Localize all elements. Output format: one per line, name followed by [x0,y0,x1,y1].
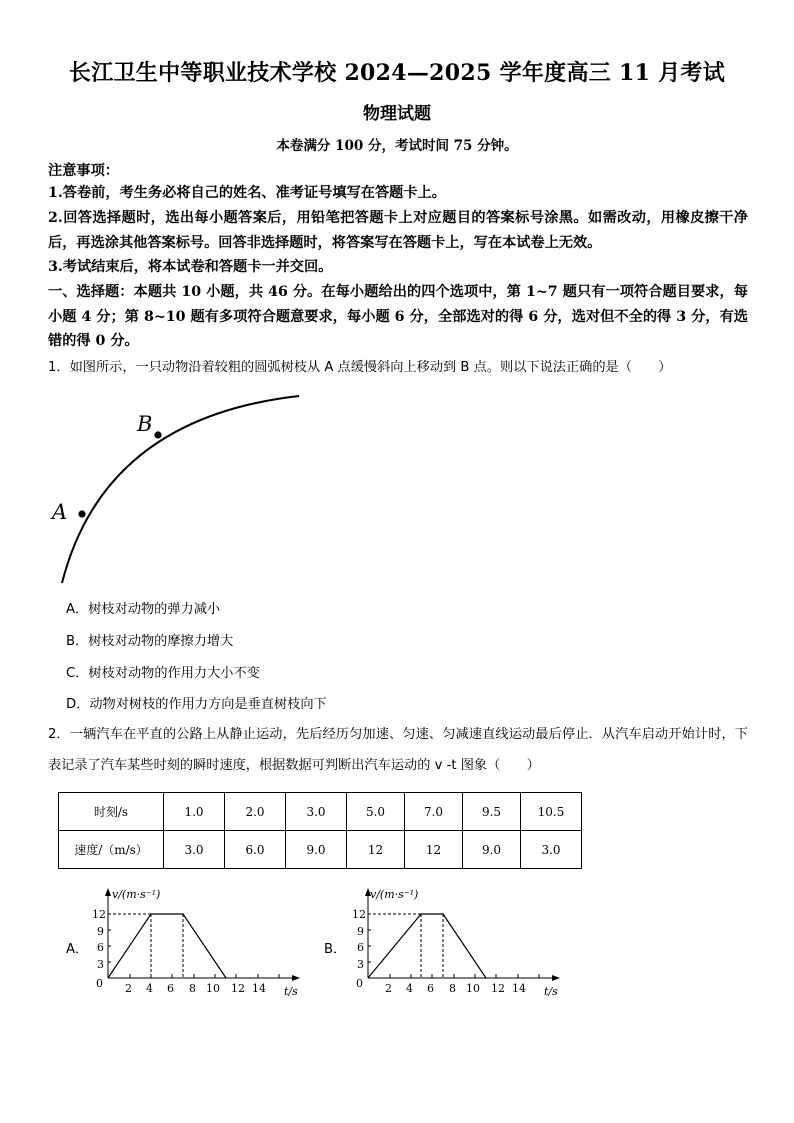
point-b-dot [154,431,161,438]
table-cell: 2.0 [225,793,286,831]
x-tick-label: 4 [146,982,153,995]
score-line: 本卷满分 100 分，考试时间 75 分钟。 [276,138,518,154]
x-tick-label: 12 [231,982,245,995]
table-row [59,831,582,869]
speed-table [58,792,582,869]
x-tick-label: 12 [491,982,505,995]
table-cell: 7.0 [405,793,463,831]
table-cell: 12 [405,831,463,869]
notice-item-1: 1.答卷前，考生务必将自己的姓名、准考证号填写在答题卡上。 [48,185,446,201]
table-cell: 3.0 [164,831,225,869]
point-a-dot [78,510,85,517]
x-tick-label: 6 [427,982,434,995]
x-axis-arrow [552,975,560,981]
question-2-stem: 2．一辆汽车在平直的公路上从静止运动，先后经历匀加速、匀速、匀减速直线运动最后停止．从汽车启动开始计时，下表记录了汽车某些时刻的瞬时速度，根据数据可判断出汽车运动的 v -t 图象（ ） [48,727,748,773]
y-axis-label: v/(m·s⁻¹) [370,888,419,901]
y-axis-label: v/(m·s⁻¹) [112,888,161,901]
notice-item-2: 2.回答选择题时，选出每小题答案后，用铅笔把答题卡上对应题目的答案标号涂黑。如需改动，用橡皮擦干净后，再选涂其他答案标号。回答非选择题时，将答案写在答题卡上，写在本试卷上无效。 [48,210,748,251]
graph-a [88,884,308,1000]
q1-option-b: B．树枝对动物的摩擦力增大 [66,634,234,649]
y-tick-label: 9 [357,925,364,938]
x-tick-label: 8 [449,982,456,995]
table-header-time: 时刻/s [59,793,164,831]
x-axis-label: t/s [544,985,558,998]
table-cell: 9.0 [463,831,521,869]
table-cell: 5.0 [347,793,405,831]
x-tick-label: 14 [512,982,526,995]
table-cell: 12 [347,831,405,869]
branch-arc [62,396,299,583]
y-tick-label: 12 [92,908,106,921]
y-tick-label: 6 [357,941,364,954]
table-cell: 10.5 [521,793,582,831]
table-cell: 9.5 [463,793,521,831]
y-tick-label: 12 [352,908,366,921]
graph-b-label: B． [324,942,347,957]
x-tick-label: 2 [385,982,392,995]
table-cell: 1.0 [164,793,225,831]
x-tick-label: 10 [206,982,220,995]
x-tick-label: 10 [466,982,480,995]
branch-figure [44,388,314,588]
table-cell: 3.0 [521,831,582,869]
point-a-label: A [52,500,68,524]
x-tick-label: 6 [167,982,174,995]
y-tick-label: 3 [357,958,364,971]
vt-line-a [108,914,226,978]
y-tick-label: 6 [97,941,104,954]
table-cell: 6.0 [225,831,286,869]
table-header-speed: 速度/（m/s） [59,831,164,869]
graph-b [348,884,568,1000]
point-b-label: B [137,412,153,436]
x-tick-label: 8 [189,982,196,995]
table-cell: 9.0 [286,831,347,869]
q1-option-c: C．树枝对动物的作用力大小不变 [66,666,260,681]
notice-item-3: 3.考试结束后，将本试卷和答题卡一并交回。 [48,259,333,275]
y-tick-label: 3 [97,958,104,971]
q1-option-d: D．动物对树枝的作用力方向是垂直树枝向下 [66,697,327,712]
table-cell: 3.0 [286,793,347,831]
notice-heading: 注意事项： [48,163,119,179]
origin-label: 0 [96,977,103,990]
table-row [59,793,582,831]
x-tick-label: 2 [125,982,132,995]
x-axis-label: t/s [284,985,298,998]
y-tick-label: 9 [97,925,104,938]
x-tick-label: 4 [406,982,413,995]
origin-label: 0 [356,977,363,990]
q1-option-a: A．树枝对动物的弹力减小 [66,602,221,617]
y-axis-arrow [105,888,111,896]
vt-line-b [368,914,486,978]
question-1-stem: 1．如图所示，一只动物沿着较粗的圆弧树枝从 A 点缓慢斜向上移动到 B 点。则以下说法正确的是（ ） [48,360,672,375]
exam-title: 长江卫生中等职业技术学校 2024—2025 学年度高三 11 月考试 [68,60,726,86]
x-tick-label: 14 [252,982,266,995]
x-axis-arrow [292,975,300,981]
graph-a-label: A． [66,942,89,957]
section-heading: 一、选择题：本题共 10 小题，共 46 分。在每小题给出的四个选项中，第 1~7 题只有一项符合题目要求，每小题 4 分；第 8~10 题有多项符合题意要求，每小题 6 分，全部选对的得 6 分，选对但不全的得 3 分，有选错的得 0 分。 [48,284,748,349]
exam-subject: 物理试题 [363,104,431,124]
